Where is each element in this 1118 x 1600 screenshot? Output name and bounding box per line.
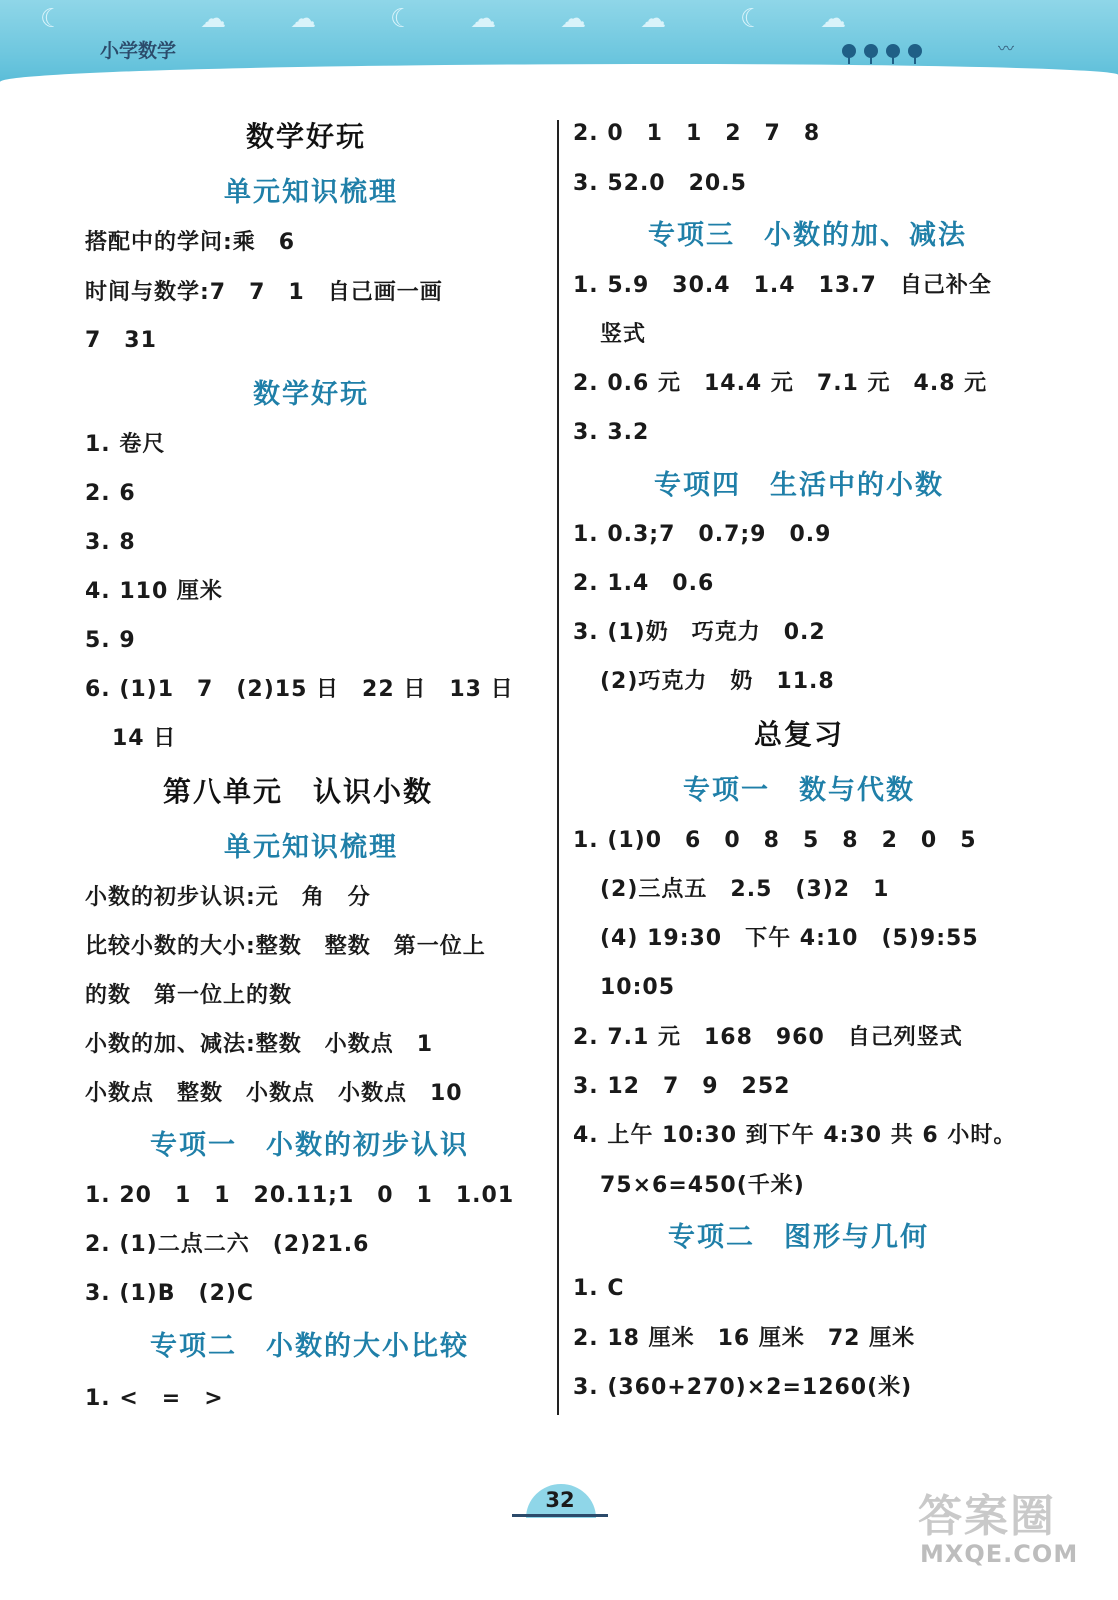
moon-icon: ☾ (740, 4, 764, 34)
tree-icon (864, 44, 878, 58)
answer-line: 75×6=450(千米) (600, 1173, 805, 1198)
cloud-icon: ☁ (200, 4, 226, 34)
answer-line: 14 日 (112, 726, 177, 751)
cloud-icon: ☁ (470, 4, 496, 34)
answer-line: 1. (1)0 6 0 8 5 8 2 0 5 (573, 828, 977, 853)
cloud-icon: ☁ (560, 4, 586, 34)
answer-line: 7 31 (85, 328, 157, 353)
page-header-banner (0, 0, 1118, 82)
subsection-title: 专项一 小数的初步认识 (150, 1130, 469, 1161)
answer-line: 2. 18 厘米 16 厘米 72 厘米 (573, 1326, 916, 1351)
answer-line: 搭配中的学问:乘 6 (85, 230, 296, 255)
answer-line: 1. C (573, 1276, 625, 1301)
moon-icon: ☾ (40, 4, 64, 34)
subsection-title: 数学好玩 (253, 379, 369, 410)
answer-line: 竖式 (600, 322, 647, 347)
answer-line: 小数的初步认识:元 角 分 (85, 885, 371, 910)
subsection-title: 专项一 数与代数 (683, 775, 915, 806)
answer-line: 4. 上午 10:30 到下午 4:30 共 6 小时。 (573, 1123, 1017, 1148)
answer-line: (2)巧克力 奶 11.8 (600, 669, 835, 694)
cloud-icon: ☁ (640, 4, 666, 34)
subsection-title: 专项二 小数的大小比较 (150, 1331, 469, 1362)
answer-line: 3. 8 (85, 530, 136, 555)
answer-line: 1. 0.3;7 0.7;9 0.9 (573, 522, 832, 547)
cloud-icon: ☁ (290, 4, 316, 34)
answer-line: 2. 1.4 0.6 (573, 571, 715, 596)
tree-icon (886, 44, 900, 58)
tree-icon (908, 44, 922, 58)
answer-line: 比较小数的大小:整数 整数 第一位上 (85, 934, 486, 959)
answer-line: 小数点 整数 小数点 小数点 10 (85, 1081, 463, 1106)
answer-line: 1. 卷尺 (85, 432, 166, 457)
section-title: 数学好玩 (246, 120, 367, 153)
answer-line: 小数的加、减法:整数 小数点 1 (85, 1032, 434, 1057)
header-wave (0, 64, 1118, 82)
column-divider (557, 120, 559, 1415)
brand-label: 小学数学 (100, 40, 177, 62)
answer-line: 3. 52.0 20.5 (573, 171, 747, 196)
subsection-title: 专项二 图形与几何 (668, 1222, 929, 1253)
moon-icon: ☾ (390, 4, 414, 34)
answer-line: 3. (360+270)×2=1260(米) (573, 1375, 913, 1400)
answer-line: 1. < = > (85, 1386, 224, 1411)
page-number (512, 1478, 608, 1520)
answer-line: 10:05 (600, 975, 676, 1000)
answer-line: 3. 12 7 9 252 (573, 1074, 791, 1099)
answer-line: 1. 5.9 30.4 1.4 13.7 自己补全 (573, 273, 992, 298)
answer-line: 2. (1)二点二六 (2)21.6 (85, 1232, 370, 1257)
answer-line: 3. (1)B (2)C (85, 1281, 255, 1306)
answer-line: 2. 0.6 元 14.4 元 7.1 元 4.8 元 (573, 371, 988, 396)
answer-line: (2)三点五 2.5 (3)2 1 (600, 877, 890, 902)
section-title: 总复习 (754, 718, 845, 751)
answer-line: 时间与数学:7 7 1 自己画一画 (85, 280, 443, 305)
subsection-title: 单元知识梳理 (224, 832, 398, 863)
answer-line: 4. 110 厘米 (85, 579, 223, 604)
bird-icon: 〰 (998, 39, 1015, 58)
answer-line: (4) 19:30 下午 4:10 (5)9:55 (600, 926, 979, 951)
answer-line: 2. 7.1 元 168 960 自己列竖式 (573, 1025, 963, 1050)
answer-line: 6. (1)1 7 (2)15 日 22 日 13 日 (85, 677, 514, 702)
subsection-title: 专项四 生活中的小数 (654, 470, 944, 501)
watermark-url: MXQE.COM (920, 1540, 1079, 1568)
answer-line: 3. 3.2 (573, 420, 650, 445)
answer-line: 2. 6 (85, 481, 136, 506)
watermark-logo: 答案圈 (918, 1491, 1056, 1542)
page-number-text: 32 (545, 1488, 575, 1512)
answer-line: 5. 9 (85, 628, 136, 653)
answer-line: 2. 0 1 1 2 7 8 (573, 121, 821, 146)
subsection-title: 专项三 小数的加、减法 (648, 220, 967, 251)
answer-line: 1. 20 1 1 20.11;1 0 1 1.01 (85, 1183, 515, 1208)
unit-title: 第八单元 认识小数 (163, 775, 434, 808)
subsection-title: 单元知识梳理 (224, 177, 398, 208)
tree-icon (842, 44, 856, 58)
page-number-base (512, 1514, 608, 1517)
cloud-icon: ☁ (820, 4, 846, 34)
answer-line: 3. (1)奶 巧克力 0.2 (573, 620, 826, 645)
answer-line: 的数 第一位上的数 (85, 983, 293, 1008)
